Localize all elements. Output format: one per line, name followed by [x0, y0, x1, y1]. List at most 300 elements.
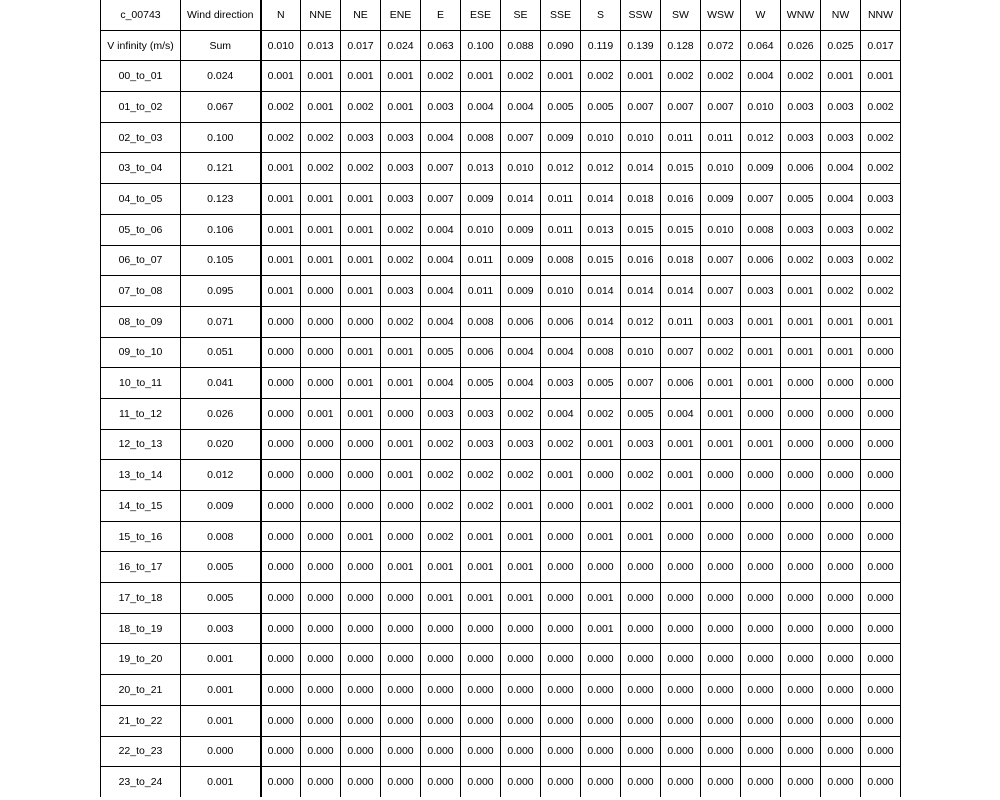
frequency-cell: 0.012 [581, 153, 621, 184]
frequency-cell: 0.000 [501, 736, 541, 767]
frequency-cell: 0.001 [501, 521, 541, 552]
frequency-cell: 0.015 [661, 214, 701, 245]
frequency-cell: 0.001 [341, 368, 381, 399]
row-sum-cell: 0.121 [181, 153, 261, 184]
frequency-cell: 0.001 [461, 61, 501, 92]
frequency-cell: 0.000 [701, 521, 741, 552]
frequency-cell: 0.009 [741, 153, 781, 184]
frequency-cell: 0.001 [541, 61, 581, 92]
frequency-cell: 0.014 [621, 153, 661, 184]
frequency-cell: 0.001 [541, 460, 581, 491]
frequency-cell: 0.000 [381, 767, 421, 797]
frequency-cell: 0.000 [301, 736, 341, 767]
frequency-cell: 0.000 [421, 767, 461, 797]
frequency-cell: 0.004 [421, 276, 461, 307]
frequency-cell: 0.000 [781, 429, 821, 460]
frequency-cell: 0.003 [621, 429, 661, 460]
frequency-cell: 0.002 [861, 245, 901, 276]
frequency-cell: 0.002 [861, 153, 901, 184]
frequency-cell: 0.004 [741, 61, 781, 92]
frequency-cell: 0.000 [821, 368, 861, 399]
frequency-cell: 0.002 [581, 61, 621, 92]
frequency-cell: 0.002 [381, 306, 421, 337]
frequency-cell: 0.000 [261, 767, 301, 797]
frequency-cell: 0.000 [861, 736, 901, 767]
frequency-cell: 0.001 [261, 61, 301, 92]
frequency-cell: 0.000 [461, 675, 501, 706]
frequency-cell: 0.000 [861, 491, 901, 522]
frequency-cell: 0.000 [341, 767, 381, 797]
frequency-cell: 0.000 [501, 675, 541, 706]
speed-range-cell: 23_to_24 [101, 767, 181, 797]
frequency-cell: 0.002 [341, 153, 381, 184]
frequency-cell: 0.000 [661, 521, 701, 552]
frequency-cell: 0.000 [741, 736, 781, 767]
frequency-cell: 0.000 [861, 460, 901, 491]
frequency-cell: 0.001 [461, 552, 501, 583]
frequency-cell: 0.000 [341, 736, 381, 767]
row-sum-cell: 0.001 [181, 644, 261, 675]
frequency-cell: 0.001 [581, 429, 621, 460]
frequency-cell: 0.004 [661, 398, 701, 429]
frequency-cell: 0.000 [581, 736, 621, 767]
frequency-cell: 0.000 [381, 521, 421, 552]
frequency-cell: 0.000 [581, 767, 621, 797]
frequency-cell: 0.007 [701, 92, 741, 123]
frequency-cell: 0.000 [821, 460, 861, 491]
frequency-cell: 0.000 [701, 767, 741, 797]
frequency-cell: 0.000 [861, 705, 901, 736]
frequency-cell: 0.001 [301, 398, 341, 429]
frequency-cell: 0.000 [341, 491, 381, 522]
table-row [101, 214, 901, 245]
row-sum-cell: 0.026 [181, 398, 261, 429]
frequency-cell: 0.004 [461, 92, 501, 123]
frequency-cell: 0.010 [581, 122, 621, 153]
frequency-cell: 0.001 [301, 184, 341, 215]
frequency-cell: 0.009 [541, 122, 581, 153]
frequency-cell: 0.000 [741, 613, 781, 644]
frequency-cell: 0.000 [821, 613, 861, 644]
frequency-cell: 0.004 [501, 368, 541, 399]
speed-range-cell: 13_to_14 [101, 460, 181, 491]
frequency-cell: 0.000 [581, 675, 621, 706]
speed-range-cell: 02_to_03 [101, 122, 181, 153]
frequency-cell: 0.000 [861, 521, 901, 552]
frequency-cell: 0.000 [621, 583, 661, 614]
frequency-cell: 0.004 [541, 337, 581, 368]
frequency-cell: 0.001 [741, 429, 781, 460]
frequency-cell: 0.002 [261, 92, 301, 123]
frequency-cell: 0.001 [461, 521, 501, 552]
frequency-cell: 0.000 [541, 552, 581, 583]
direction-header: SW [661, 0, 701, 30]
frequency-cell: 0.000 [701, 460, 741, 491]
table-row [101, 398, 901, 429]
direction-header: N [261, 0, 301, 30]
row-sum-cell: 0.106 [181, 214, 261, 245]
frequency-cell: 0.003 [741, 276, 781, 307]
frequency-cell: 0.000 [301, 552, 341, 583]
frequency-cell: 0.010 [541, 276, 581, 307]
frequency-cell: 0.001 [621, 521, 661, 552]
table-row [101, 184, 901, 215]
frequency-cell: 0.001 [341, 276, 381, 307]
frequency-cell: 0.000 [261, 491, 301, 522]
frequency-cell: 0.011 [661, 122, 701, 153]
frequency-cell: 0.002 [461, 460, 501, 491]
frequency-cell: 0.000 [301, 767, 341, 797]
row-sum-cell: 0.041 [181, 368, 261, 399]
frequency-cell: 0.001 [741, 306, 781, 337]
direction-sum-cell: 0.010 [261, 30, 301, 61]
frequency-cell: 0.000 [301, 583, 341, 614]
speed-range-cell: 18_to_19 [101, 613, 181, 644]
frequency-cell: 0.000 [461, 736, 501, 767]
frequency-cell: 0.000 [821, 583, 861, 614]
frequency-cell: 0.004 [421, 122, 461, 153]
frequency-cell: 0.000 [341, 644, 381, 675]
frequency-cell: 0.002 [381, 245, 421, 276]
frequency-cell: 0.000 [661, 644, 701, 675]
frequency-cell: 0.000 [341, 675, 381, 706]
frequency-cell: 0.008 [581, 337, 621, 368]
frequency-cell: 0.011 [541, 184, 581, 215]
direction-sum-cell: 0.017 [861, 30, 901, 61]
table-row [101, 767, 901, 797]
frequency-cell: 0.002 [461, 491, 501, 522]
direction-header: SSE [541, 0, 581, 30]
frequency-cell: 0.000 [701, 552, 741, 583]
frequency-cell: 0.000 [701, 491, 741, 522]
frequency-cell: 0.001 [781, 337, 821, 368]
wind-direction-label: Wind direction [181, 0, 261, 30]
frequency-cell: 0.000 [621, 613, 661, 644]
frequency-cell: 0.000 [261, 552, 301, 583]
frequency-cell: 0.001 [501, 552, 541, 583]
frequency-cell: 0.000 [781, 583, 821, 614]
frequency-cell: 0.000 [501, 705, 541, 736]
frequency-cell: 0.002 [301, 153, 341, 184]
frequency-cell: 0.004 [421, 245, 461, 276]
frequency-cell: 0.001 [381, 552, 421, 583]
table-row [101, 675, 901, 706]
frequency-cell: 0.000 [341, 583, 381, 614]
table-row [101, 521, 901, 552]
frequency-cell: 0.004 [821, 184, 861, 215]
frequency-cell: 0.003 [821, 214, 861, 245]
frequency-cell: 0.014 [581, 306, 621, 337]
speed-range-cell: 15_to_16 [101, 521, 181, 552]
frequency-cell: 0.007 [701, 245, 741, 276]
wind-frequency-table [100, 0, 901, 797]
row-sum-cell: 0.071 [181, 306, 261, 337]
frequency-cell: 0.000 [861, 368, 901, 399]
frequency-cell: 0.003 [461, 429, 501, 460]
frequency-cell: 0.002 [861, 92, 901, 123]
frequency-cell: 0.005 [621, 398, 661, 429]
frequency-cell: 0.003 [701, 306, 741, 337]
frequency-cell: 0.000 [741, 705, 781, 736]
frequency-cell: 0.000 [381, 705, 421, 736]
frequency-cell: 0.010 [501, 153, 541, 184]
frequency-cell: 0.004 [421, 368, 461, 399]
frequency-cell: 0.000 [861, 429, 901, 460]
frequency-cell: 0.007 [421, 184, 461, 215]
frequency-cell: 0.001 [381, 460, 421, 491]
table-row [101, 491, 901, 522]
frequency-cell: 0.007 [501, 122, 541, 153]
table-row [101, 613, 901, 644]
frequency-cell: 0.003 [381, 122, 421, 153]
frequency-cell: 0.000 [261, 306, 301, 337]
frequency-cell: 0.018 [661, 245, 701, 276]
frequency-cell: 0.002 [541, 429, 581, 460]
frequency-cell: 0.000 [421, 613, 461, 644]
table-row [101, 368, 901, 399]
frequency-cell: 0.011 [461, 276, 501, 307]
frequency-cell: 0.003 [821, 92, 861, 123]
frequency-cell: 0.001 [621, 61, 661, 92]
table-row [101, 736, 901, 767]
frequency-cell: 0.001 [581, 613, 621, 644]
speed-range-cell: 19_to_20 [101, 644, 181, 675]
frequency-cell: 0.000 [541, 583, 581, 614]
frequency-cell: 0.000 [861, 583, 901, 614]
frequency-cell: 0.009 [701, 184, 741, 215]
frequency-cell: 0.003 [421, 398, 461, 429]
direction-sum-cell: 0.064 [741, 30, 781, 61]
frequency-cell: 0.000 [661, 613, 701, 644]
row-sum-cell: 0.123 [181, 184, 261, 215]
table-row [101, 429, 901, 460]
frequency-cell: 0.001 [341, 398, 381, 429]
frequency-cell: 0.004 [501, 337, 541, 368]
frequency-cell: 0.000 [581, 552, 621, 583]
frequency-cell: 0.000 [621, 552, 661, 583]
frequency-cell: 0.003 [781, 122, 821, 153]
row-sum-cell: 0.005 [181, 583, 261, 614]
frequency-cell: 0.000 [421, 736, 461, 767]
frequency-cell: 0.000 [661, 736, 701, 767]
frequency-cell: 0.008 [461, 306, 501, 337]
frequency-cell: 0.000 [661, 767, 701, 797]
frequency-cell: 0.003 [861, 184, 901, 215]
frequency-cell: 0.015 [661, 153, 701, 184]
speed-range-cell: 21_to_22 [101, 705, 181, 736]
direction-header: NW [821, 0, 861, 30]
frequency-cell: 0.004 [421, 306, 461, 337]
table-row [101, 583, 901, 614]
row-sum-cell: 0.051 [181, 337, 261, 368]
frequency-cell: 0.011 [661, 306, 701, 337]
row-sum-cell: 0.012 [181, 460, 261, 491]
frequency-cell: 0.003 [821, 245, 861, 276]
frequency-cell: 0.002 [341, 92, 381, 123]
frequency-cell: 0.000 [301, 705, 341, 736]
frequency-cell: 0.000 [781, 767, 821, 797]
frequency-cell: 0.000 [781, 736, 821, 767]
speed-range-cell: 17_to_18 [101, 583, 181, 614]
frequency-cell: 0.007 [621, 368, 661, 399]
frequency-cell: 0.002 [861, 276, 901, 307]
frequency-cell: 0.000 [541, 491, 581, 522]
row-sum-cell: 0.020 [181, 429, 261, 460]
direction-header: SE [501, 0, 541, 30]
table-row [101, 552, 901, 583]
frequency-cell: 0.009 [461, 184, 501, 215]
frequency-cell: 0.006 [501, 306, 541, 337]
frequency-cell: 0.001 [861, 61, 901, 92]
frequency-cell: 0.001 [781, 276, 821, 307]
frequency-cell: 0.000 [301, 521, 341, 552]
frequency-cell: 0.002 [421, 491, 461, 522]
direction-header: SSW [621, 0, 661, 30]
frequency-cell: 0.000 [381, 491, 421, 522]
frequency-cell: 0.000 [261, 613, 301, 644]
frequency-cell: 0.001 [381, 337, 421, 368]
direction-header: WNW [781, 0, 821, 30]
frequency-cell: 0.001 [261, 153, 301, 184]
frequency-cell: 0.008 [741, 214, 781, 245]
direction-sum-cell: 0.128 [661, 30, 701, 61]
frequency-cell: 0.001 [821, 337, 861, 368]
frequency-cell: 0.005 [581, 368, 621, 399]
frequency-cell: 0.000 [261, 583, 301, 614]
frequency-cell: 0.003 [781, 92, 821, 123]
frequency-cell: 0.000 [381, 644, 421, 675]
row-sum-cell: 0.095 [181, 276, 261, 307]
row-sum-cell: 0.000 [181, 736, 261, 767]
frequency-cell: 0.001 [581, 583, 621, 614]
frequency-cell: 0.007 [621, 92, 661, 123]
frequency-cell: 0.000 [701, 736, 741, 767]
frequency-cell: 0.007 [701, 276, 741, 307]
frequency-cell: 0.003 [501, 429, 541, 460]
frequency-cell: 0.000 [781, 613, 821, 644]
direction-sum-cell: 0.119 [581, 30, 621, 61]
frequency-cell: 0.000 [621, 675, 661, 706]
frequency-cell: 0.000 [821, 429, 861, 460]
frequency-cell: 0.001 [661, 429, 701, 460]
frequency-cell: 0.000 [781, 705, 821, 736]
direction-sum-cell: 0.024 [381, 30, 421, 61]
frequency-cell: 0.000 [381, 736, 421, 767]
speed-range-cell: 20_to_21 [101, 675, 181, 706]
speed-range-cell: 00_to_01 [101, 61, 181, 92]
frequency-cell: 0.000 [741, 644, 781, 675]
frequency-cell: 0.000 [621, 644, 661, 675]
frequency-cell: 0.000 [781, 675, 821, 706]
speed-range-cell: 08_to_09 [101, 306, 181, 337]
frequency-cell: 0.001 [261, 276, 301, 307]
frequency-cell: 0.000 [621, 736, 661, 767]
frequency-cell: 0.005 [461, 368, 501, 399]
speed-range-cell: 03_to_04 [101, 153, 181, 184]
frequency-cell: 0.018 [621, 184, 661, 215]
frequency-cell: 0.000 [501, 613, 541, 644]
frequency-cell: 0.000 [261, 337, 301, 368]
frequency-cell: 0.004 [421, 214, 461, 245]
frequency-cell: 0.000 [701, 705, 741, 736]
frequency-cell: 0.000 [621, 767, 661, 797]
frequency-cell: 0.000 [261, 675, 301, 706]
speed-range-cell: 12_to_13 [101, 429, 181, 460]
frequency-cell: 0.000 [381, 583, 421, 614]
frequency-cell: 0.001 [701, 368, 741, 399]
frequency-cell: 0.003 [421, 92, 461, 123]
row-sum-cell: 0.067 [181, 92, 261, 123]
frequency-cell: 0.011 [541, 214, 581, 245]
frequency-cell: 0.002 [701, 337, 741, 368]
frequency-cell: 0.002 [781, 245, 821, 276]
frequency-cell: 0.000 [261, 705, 301, 736]
speed-range-cell: 09_to_10 [101, 337, 181, 368]
frequency-cell: 0.002 [701, 61, 741, 92]
frequency-cell: 0.000 [861, 613, 901, 644]
frequency-cell: 0.012 [541, 153, 581, 184]
frequency-cell: 0.001 [581, 521, 621, 552]
frequency-cell: 0.009 [501, 276, 541, 307]
frequency-cell: 0.000 [461, 644, 501, 675]
frequency-cell: 0.014 [501, 184, 541, 215]
frequency-cell: 0.007 [661, 92, 701, 123]
frequency-cell: 0.000 [301, 644, 341, 675]
frequency-cell: 0.002 [501, 398, 541, 429]
frequency-cell: 0.000 [301, 429, 341, 460]
frequency-cell: 0.000 [341, 306, 381, 337]
speed-range-cell: 11_to_12 [101, 398, 181, 429]
frequency-cell: 0.000 [461, 705, 501, 736]
frequency-cell: 0.001 [701, 429, 741, 460]
frequency-cell: 0.000 [741, 521, 781, 552]
frequency-cell: 0.000 [781, 460, 821, 491]
frequency-cell: 0.011 [701, 122, 741, 153]
frequency-cell: 0.001 [501, 583, 541, 614]
direction-sum-cell: 0.072 [701, 30, 741, 61]
row-sum-cell: 0.005 [181, 552, 261, 583]
direction-sum-cell: 0.013 [301, 30, 341, 61]
frequency-cell: 0.001 [341, 61, 381, 92]
speed-range-cell: 22_to_23 [101, 736, 181, 767]
frequency-cell: 0.000 [461, 613, 501, 644]
frequency-cell: 0.000 [341, 460, 381, 491]
frequency-cell: 0.003 [461, 398, 501, 429]
frequency-cell: 0.000 [821, 644, 861, 675]
frequency-cell: 0.010 [461, 214, 501, 245]
frequency-cell: 0.000 [421, 705, 461, 736]
speed-range-cell: 07_to_08 [101, 276, 181, 307]
direction-sum-cell: 0.063 [421, 30, 461, 61]
table-row [101, 460, 901, 491]
frequency-cell: 0.005 [581, 92, 621, 123]
table-row [101, 276, 901, 307]
table-body [101, 0, 901, 797]
frequency-cell: 0.002 [421, 460, 461, 491]
frequency-cell: 0.001 [301, 61, 341, 92]
frequency-cell: 0.006 [541, 306, 581, 337]
table-row [101, 306, 901, 337]
frequency-cell: 0.000 [741, 675, 781, 706]
frequency-cell: 0.000 [861, 337, 901, 368]
frequency-cell: 0.002 [781, 61, 821, 92]
frequency-cell: 0.000 [581, 460, 621, 491]
frequency-cell: 0.000 [541, 705, 581, 736]
frequency-cell: 0.001 [341, 521, 381, 552]
direction-header: ESE [461, 0, 501, 30]
direction-sum-cell: 0.026 [781, 30, 821, 61]
table-row [101, 245, 901, 276]
